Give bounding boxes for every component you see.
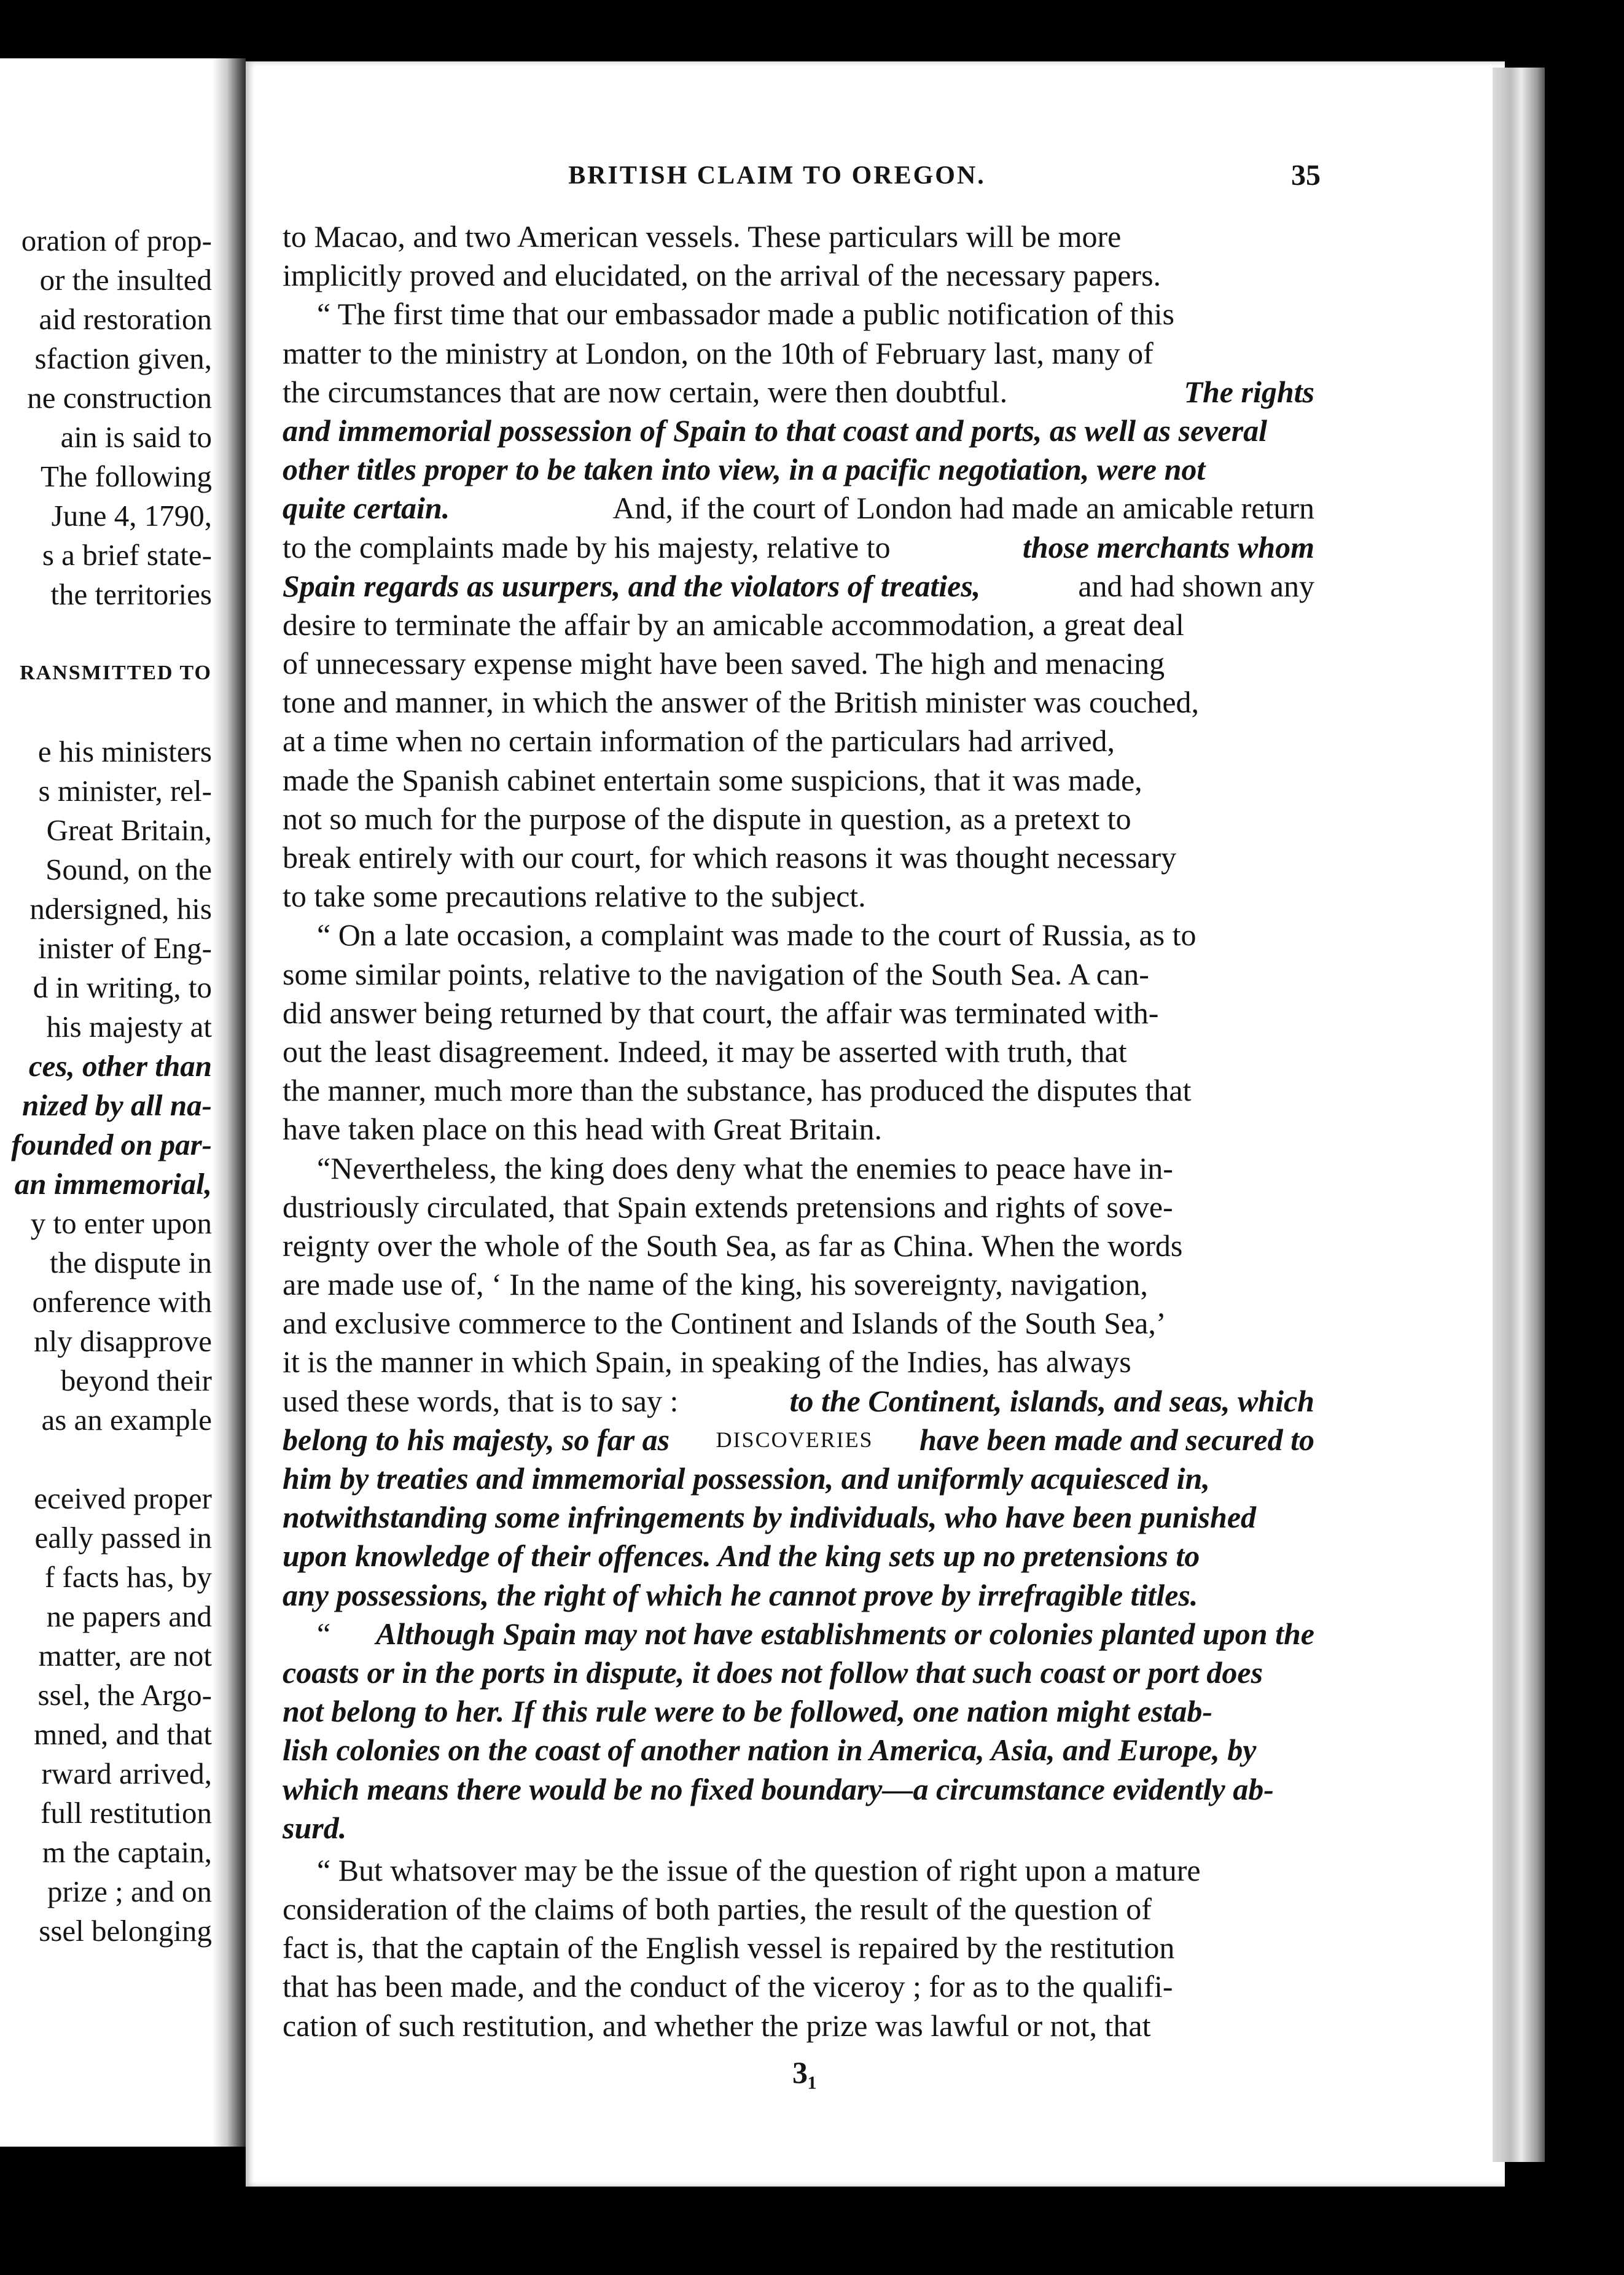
body-line: that has been made, and the conduct of the viceroy ; for as to the qualifi-: [283, 1969, 1173, 2004]
body-line: to the complaints made by his majesty, relative to those merchants whom: [283, 529, 1314, 564]
body-line: dustriously circulated, that Spain extends pretensions and rights of sove-: [283, 1189, 1173, 1224]
left-page-line: beyond their: [60, 1364, 212, 1397]
left-page-line: his majesty at: [46, 1010, 212, 1044]
left-page-line: an immemorial,: [14, 1167, 212, 1201]
body-line: any possessions, the right of which he cannot prove by irrefragible titles.: [283, 1577, 1198, 1612]
left-page-line: eally passed in: [34, 1521, 212, 1555]
body-line: Spain regards as usurpers, and the violators of treaties, and had shown any: [283, 568, 1314, 603]
body-line: “ The first time that our embassador made a public notification of this: [317, 297, 1174, 332]
body-line: desire to terminate the affair by an amicable accommodation, a great deal: [283, 607, 1184, 642]
left-page-line: [0, 1440, 212, 1479]
body-line: him by treaties and immemorial possession, and uniformly acquiesced in,: [283, 1461, 1210, 1496]
left-page-line: onference with: [32, 1285, 212, 1319]
body-line: quite certain. And, if the court of London had made an amicable return: [283, 491, 1314, 526]
body-line: at a time when no certain information of the particulars had arrived,: [283, 724, 1115, 759]
body-line: coasts or in the ports in dispute, it does not follow that such coast or port does: [283, 1655, 1263, 1690]
signature-mark: 3₁: [792, 2055, 817, 2090]
body-line: some similar points, relative to the navigation of the South Sea. A can-: [283, 956, 1149, 991]
left-page-line: as an example: [41, 1403, 212, 1437]
body-line: upon knowledge of their offences. And the king sets up no pretensions to: [283, 1539, 1200, 1574]
body-line: “ But whatsover may be the issue of the question of right upon a mature: [317, 1852, 1201, 1887]
left-page-line: full restitution: [41, 1796, 212, 1830]
left-page-line: m the captain,: [42, 1835, 212, 1869]
page-number: 35: [1291, 159, 1321, 192]
left-page-line: eceived proper: [34, 1481, 212, 1515]
left-page-line: ne papers and: [46, 1599, 212, 1633]
left-page-line: sfaction given,: [34, 341, 212, 375]
body-line: made the Spanish cabinet entertain some suspicions, that it was made,: [283, 762, 1142, 797]
body-line: lish colonies on the coast of another nation in America, Asia, and Europe, by: [283, 1733, 1257, 1768]
left-page-fragment: [0, 58, 236, 2147]
body-line: tone and manner, in which the answer of the British minister was couched,: [283, 685, 1200, 720]
body-text: [283, 217, 1314, 2045]
left-page-line: June 4, 1790,: [51, 499, 212, 533]
body-line: of unnecessary expense might have been saved. The high and menacing: [283, 646, 1165, 681]
left-page-line: the dispute in: [49, 1246, 212, 1279]
left-page-line: prize ; and on: [47, 1875, 212, 1908]
body-line: reignty over the whole of the South Sea, as far as China. When the words: [283, 1228, 1183, 1263]
left-page-line: ne construction: [27, 381, 212, 415]
left-page-line: the territories: [50, 577, 212, 611]
body-line: surd.: [283, 1810, 347, 1845]
left-page-line: ssel, the Argo-: [37, 1678, 212, 1712]
body-line: matter to the ministry at London, on the 10th of February last, many of: [283, 335, 1154, 370]
left-page-lines: [0, 221, 212, 1951]
body-line: consideration of the claims of both parties, the result of the question of: [283, 1892, 1152, 1927]
left-page-line: [0, 693, 212, 732]
left-page-line: The following: [41, 459, 212, 493]
body-line: notwithstanding some infringements by individuals, who have been punished: [283, 1500, 1257, 1535]
left-page-line: founded on par-: [11, 1128, 212, 1161]
left-page-line: oration of prop-: [21, 224, 212, 257]
body-line: not so much for the purpose of the dispute in question, as a pretext to: [283, 801, 1131, 836]
left-page-line: mned, and that: [34, 1717, 212, 1751]
body-line: out the least disagreement. Indeed, it may be asserted with truth, that: [283, 1034, 1127, 1069]
body-line: used these words, that is to say : to the Continent, islands, and seas, which: [283, 1383, 1314, 1418]
left-page-line: Sound, on the: [45, 853, 212, 886]
page-edge: [1493, 68, 1545, 2162]
left-page-line: matter, are not: [38, 1639, 212, 1672]
body-line: to Macao, and two American vessels. These particulars will be more: [283, 219, 1122, 254]
left-page-line: [0, 614, 212, 654]
body-line: to take some precautions relative to the subject.: [283, 879, 866, 914]
body-line: which means there would be no fixed boundary—a circumstance evidently ab-: [283, 1771, 1274, 1806]
left-page-line: inister of Eng-: [37, 931, 212, 965]
body-line: did answer being returned by that court, the affair was terminated with-: [283, 995, 1159, 1030]
left-page-line: ces, other than: [28, 1049, 212, 1083]
running-head: BRITISH CLAIM TO OREGON.: [568, 162, 986, 190]
left-page-line: s minister, rel-: [38, 774, 212, 808]
body-line: the manner, much more than the substance, has produced the disputes that: [283, 1073, 1192, 1108]
book-spine-shadow: [212, 58, 246, 2147]
left-page-line: ssel belonging: [39, 1914, 212, 1948]
left-page-line: ain is said to: [60, 420, 212, 454]
body-line: “Nevertheless, the king does deny what the enemies to peace have in-: [317, 1150, 1173, 1185]
body-line: implicitly proved and elucidated, on the arrival of the necessary papers.: [283, 258, 1161, 293]
body-line: the circumstances that are now certain, were then doubtful. The rights: [283, 374, 1314, 409]
left-page-line: or the insulted: [39, 263, 212, 297]
body-line: other titles proper to be taken into view, in a pacific negotiation, were not: [283, 452, 1206, 487]
body-line: “ On a late occasion, a complaint was made to the court of Russia, as to: [317, 918, 1197, 953]
left-page-line: rward arrived,: [41, 1757, 212, 1790]
left-page-line: ndersigned, his: [29, 892, 212, 926]
body-line: and immemorial possession of Spain to that coast and ports, as well as several: [283, 413, 1267, 448]
body-line: and exclusive commerce to the Continent and Islands of the South Sea,’: [283, 1306, 1166, 1341]
left-page-line: f facts has, by: [44, 1560, 212, 1594]
left-page-line: s a brief state-: [42, 538, 212, 572]
left-page-line: RANSMITTED TO: [20, 661, 212, 684]
body-line: it is the manner in which Spain, in speaking of the Indies, has always: [283, 1344, 1131, 1379]
left-page-line: e his ministers: [37, 735, 212, 768]
body-line: “ Although Spain may not have establishments or colonies planted upon the: [317, 1616, 1314, 1651]
body-line: not belong to her. If this rule were to be followed, one nation might estab-: [283, 1694, 1213, 1729]
left-page-line: y to enter upon: [30, 1206, 212, 1240]
body-line: are made use of, ‘ In the name of the king, his sovereignty, navigation,: [283, 1267, 1148, 1302]
body-line: break entirely with our court, for which reasons it was thought necessary: [283, 840, 1177, 875]
body-line: fact is, that the captain of the English vessel is repaired by the restitution: [283, 1930, 1175, 1965]
left-page-line: d in writing, to: [33, 970, 212, 1004]
left-page-line: aid restoration: [39, 302, 212, 336]
body-line: have taken place on this head with Great Britain.: [283, 1112, 883, 1147]
body-line: cation of such restitution, and whether the prize was lawful or not, that: [283, 2008, 1151, 2043]
left-page-line: Great Britain,: [46, 813, 212, 847]
left-page-line: nized by all na-: [22, 1088, 212, 1122]
body-line: belong to his majesty, so far as DISCOVERIES have been made and secured to: [283, 1422, 1314, 1457]
left-page-line: nly disapprove: [34, 1324, 212, 1358]
